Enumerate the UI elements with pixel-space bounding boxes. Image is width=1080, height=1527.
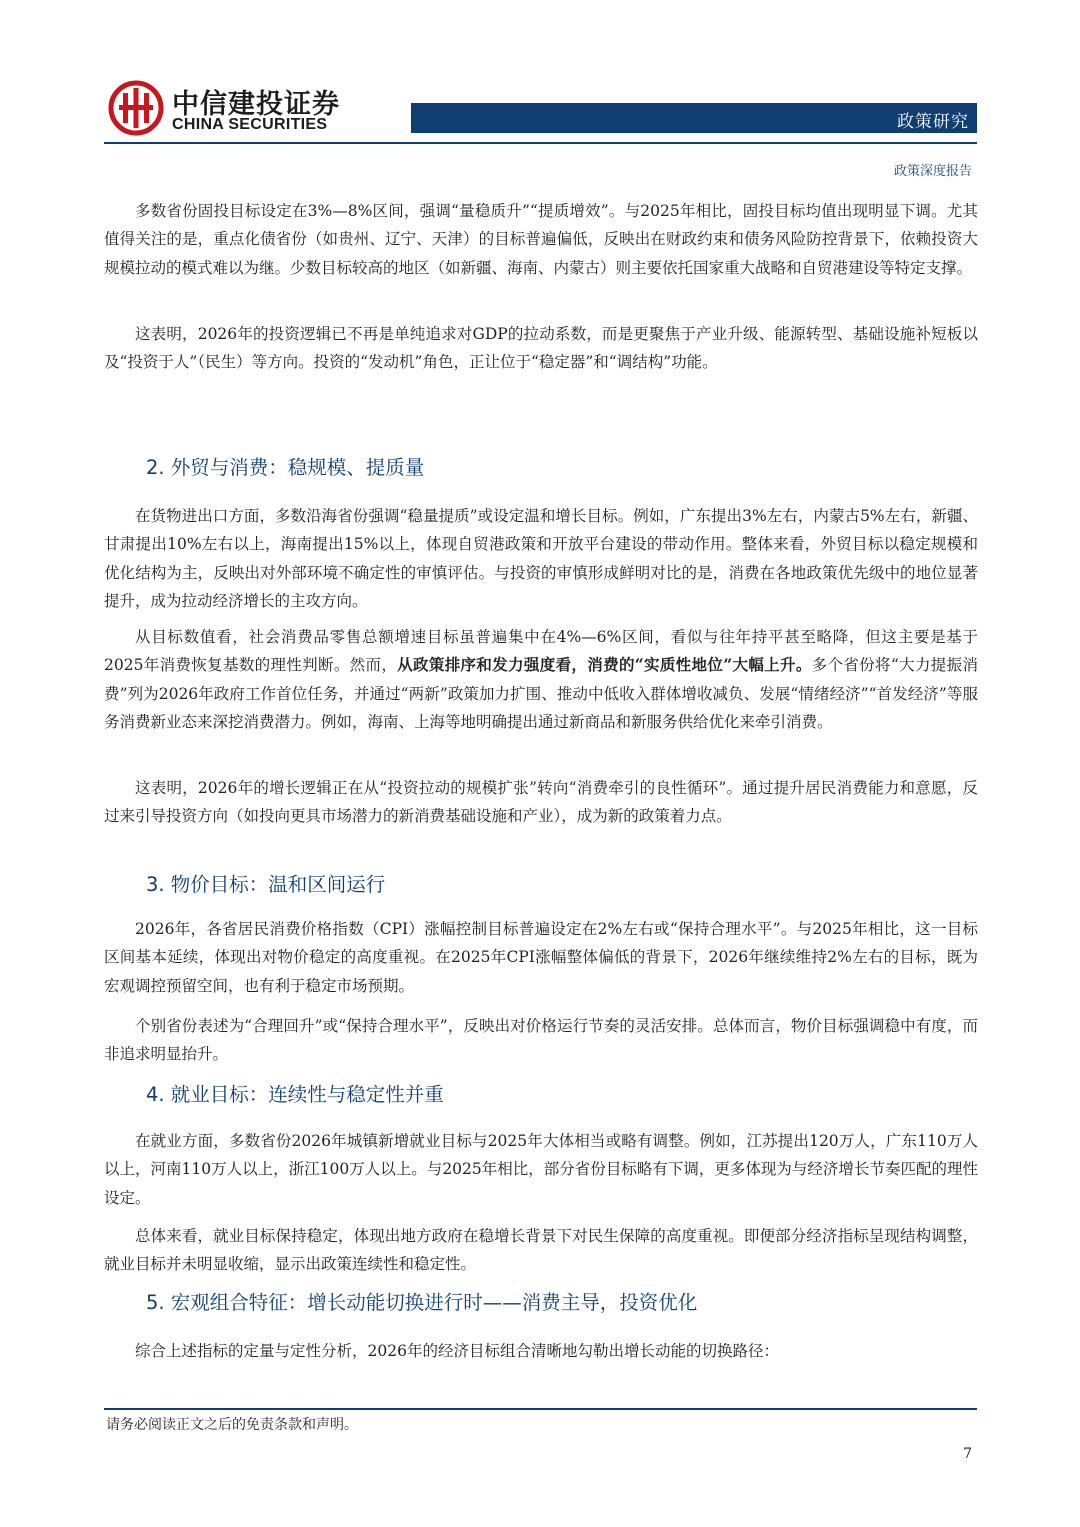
header-divider — [104, 142, 977, 144]
section-heading-macro-combination: 5. 宏观组合特征：增长动能切换进行时——消费主导，投资优化 — [146, 1291, 698, 1314]
footer-divider — [104, 1408, 977, 1410]
page-number: 7 — [963, 1446, 972, 1462]
report-type: 政策深度报告 — [893, 164, 972, 179]
china-securities-logo-icon — [108, 80, 164, 136]
paragraph-trade-targets: 在货物进出口方面，多数沿海省份强调“稳量提质”或设定温和增长目标。例如，广东提出3%左右，内蒙古5%左右，新疆、甘肃提出10%左右以上，海南提出15%以上，体现自贸港政策和开放平台建设的带动作用。整体来看，外贸目标以稳定规模和优化结构为主，反映出对外部环境不确定性的审慎评估。与投资的审慎形成鲜明对比的是，消费在各地政策优先级中的地位显著提升，成为拉动经济增长的主攻方向。 — [104, 507, 978, 611]
company-logo — [108, 80, 338, 140]
section-heading-trade-consumption: 2. 外贸与消费：稳规模、提质量 — [146, 456, 425, 479]
disclaimer: 请务必阅读正文之后的免责条款和声明。 — [106, 1417, 358, 1433]
logo-english-name: CHINA SECURITIES — [172, 116, 328, 133]
paragraph-employment-targets: 在就业方面，多数省份2026年城镇新增就业目标与2025年大体相当或略有调整。例如，江苏提出120万人，广东110万人以上，河南110万人以上，浙江100万人以上。与2025年相比，部分省份目标略有下调，更多体现为与经济增长节奏匹配的理性设定。 — [104, 1132, 978, 1207]
paragraph-emphasis: 从政策排序和发力强度看，消费的“实质性地位”大幅上升。 — [397, 655, 812, 675]
paragraph-cpi-targets: 2026年，各省居民消费价格指数（CPI）涨幅控制目标普遍设定在2%左右或“保持合理水平”。与2025年相比，这一目标区间基本延续，体现出对物价稳定的高度重视。在2025年CPI涨幅整体偏低的背景下，2026年继续维持2%左右的目标，既为宏观调控预留空间，也有利于稳定市场预期。 — [104, 920, 978, 995]
paragraph-investment-logic: 这表明，2026年的投资逻辑已不再是单纯追求对GDP的拉动系数，而是更聚焦于产业升级、能源转型、基础设施补短板以及“投资于人”（民生）等方向。投资的“发动机”角色，正让位于“稳定器”和“调结构”功能。 — [104, 325, 978, 372]
section-heading-employment-targets: 4. 就业目标：连续性与稳定性并重 — [146, 1083, 444, 1106]
section-label: 政策研究 — [897, 112, 969, 132]
paragraph-text: 多个省份将“大力提振消费”列为2026年政府工作首位任务，并通过“两新”政策加力扩围、推动中低收入群体增收减负、发展“情绪经济”“首发经济”等服务消费新业态来深挖消费潜力。例如，海南、上海等地明确提出通过新商品和新服务供给优化来牵引消费。 — [104, 656, 978, 732]
paragraph-employment-summary: 总体来看，就业目标保持稳定，体现出地方政府在稳增长背景下对民生保障的高度重视。即便部分经济指标呈现结构调整，就业目标并未明显收缩，显示出政策连续性和稳定性。 — [104, 1227, 978, 1274]
paragraph-text: 从目标数值看，社会消费品零售总额增速目标虽普遍集中在4%—6%区间，看似与往年持平甚至略降，但这主要是基于2025年消费恢复基数的理性判断。然而， — [104, 628, 978, 675]
logo-chinese-name: 中信建投证券 — [172, 89, 340, 120]
header-band — [411, 103, 977, 133]
paragraph-price-flexibility: 个别省份表述为“合理回升”或“保持合理水平”，反映出对价格运行节奏的灵活安排。总体而言，物价目标强调稳中有度，而非追求明显抬升。 — [104, 1017, 978, 1064]
paragraph-consumption-targets — [104, 623, 978, 737]
paragraph-investment-targets: 多数省份固投目标设定在3%—8%区间，强调“量稳质升”“提质增效”。与2025年相比，固投目标均值出现明显下调。尤其值得关注的是，重点化债省份（如贵州、辽宁、天津）的目标普遍偏低，反映出在财政约束和债务风险防控背景下，依赖投资大规模拉动的模式难以为继。少数目标较高的地区（如新疆、海南、内蒙古）则主要依托国家重大战略和自贸港建设等特定支撑。 — [104, 202, 978, 277]
paragraph-macro-summary: 综合上述指标的定量与定性分析，2026年的经济目标组合清晰地勾勒出增长动能的切换路径： — [135, 1342, 779, 1360]
paragraph-growth-logic: 这表明，2026年的增长逻辑正在从“投资拉动的规模扩张”转向“消费牵引的良性循环”。通过提升居民消费能力和意愿，反过来引导投资方向（如投向更具市场潜力的新消费基础设施和产业），成为新的政策着力点。 — [104, 779, 978, 826]
page-header — [0, 0, 1080, 150]
section-heading-price-targets: 3. 物价目标：温和区间运行 — [146, 873, 386, 896]
